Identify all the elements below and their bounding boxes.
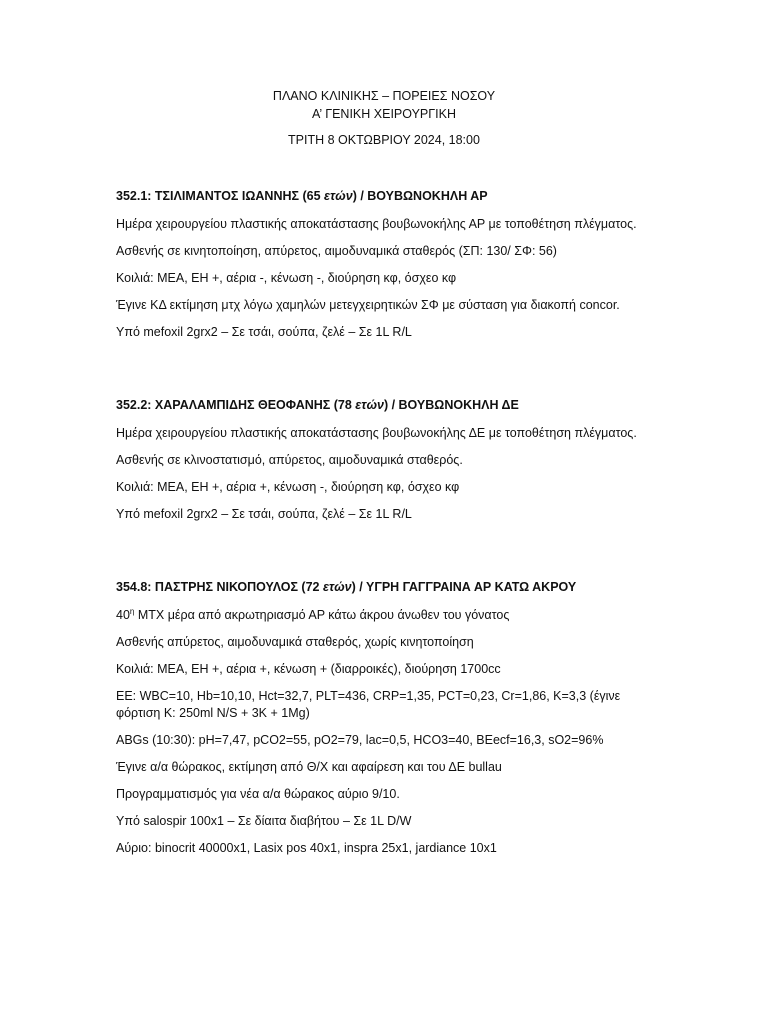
document-title: ΠΛΑΝΟ ΚΛΙΝΙΚΗΣ – ΠΟΡΕΙΕΣ ΝΟΣΟΥ [272, 89, 496, 103]
note-line: Προγραμματισμός για νέα α/α θώρακος αύριο 9/10. [116, 787, 400, 801]
note-line: Έγινε ΚΔ εκτίμηση μτχ λόγω χαμηλών μετεγχειρητικών ΣΦ με σύσταση για διακοπή concor. [116, 298, 620, 312]
patient-heading [116, 189, 656, 204]
note-line: Ασθενής σε κλινοστατισμό, απύρετος, αιμοδυναμικά σταθερός. [116, 453, 463, 467]
note-line: ABGs (10:30): pH=7,47, pCO2=55, pO2=79, lac=0,5, HCO3=40, BEecf=16,3, sO2=96% [116, 733, 604, 747]
patient-heading [116, 398, 656, 413]
patient-heading-diagnosis: ) / ΥΓΡΗ ΓΑΓΓΡΑΙΝΑ ΑΡ ΚΑΤΩ ΑΚΡΟΥ [351, 580, 577, 594]
patient-section-2 [116, 398, 656, 533]
patient-heading-name: 354.8: ΠΑΣΤΡΗΣ ΝΙΚΟΠΟΥΛΟΣ (72 [116, 580, 323, 594]
note-line: Κοιλιά: ΜΕΑ, ΕΗ +, αέρια -, κένωση -, διούρηση κφ, όσχεο κφ [116, 271, 457, 285]
date-time: ΤΡΙΤΗ 8 ΟΚΤΩΒΡΙΟΥ 2024, 18:00 [288, 133, 480, 147]
note-line: Κοιλιά: ΜΕΑ, ΕΗ +, αέρια +, κένωση -, διούρηση κφ, όσχεο κφ [116, 480, 460, 494]
note-line: Ημέρα χειρουργείου πλαστικής αποκατάστασης βουβωνοκήλης ΑΡ με τοποθέτηση πλέγματος. [116, 217, 637, 231]
department-title: Α’ ΓΕΝΙΚΗ ΧΕΙΡΟΥΡΓΙΚΗ [312, 107, 456, 121]
note-line: Έγινε α/α θώρακος, εκτίμηση από Θ/Χ και αφαίρεση και του ΔΕ bullau [116, 760, 502, 774]
postop-day-number: 40 [116, 608, 130, 622]
note-line: Αύριο: binocrit 40000x1, Lasix pos 40x1, inspra 25x1, jardiance 10x1 [116, 841, 497, 855]
note-line: Υπό mefoxil 2grx2 – Σε τσάι, σούπα, ζελέ – Σε 1L R/L [116, 325, 412, 339]
patient-heading-age-unit: ετών [324, 189, 353, 203]
note-line: Ασθενής απύρετος, αιμοδυναμικά σταθερός, χωρίς κινητοποίηση [116, 635, 474, 649]
note-line [116, 607, 656, 624]
patient-heading-diagnosis: ) / ΒΟΥΒΩΝΟΚΗΛΗ ΑΡ [352, 189, 488, 203]
note-line: Κοιλιά: ΜΕΑ, ΕΗ +, αέρια +, κένωση + (διαρροικές), διούρηση 1700cc [116, 662, 501, 676]
patient-heading-name: 352.2: ΧΑΡΑΛΑΜΠΙΔΗΣ ΘΕΟΦΑΝΗΣ (78 [116, 398, 356, 412]
patient-heading-age-unit: ετών [322, 580, 352, 594]
postop-day-text: ΜΤΧ μέρα από ακρωτηριασμό ΑΡ κάτω άκρου άνωθεν του γόνατος [134, 608, 510, 622]
patient-section-1 [116, 189, 656, 351]
note-line: Ασθενής σε κινητοποίηση, απύρετος, αιμοδυναμικά σταθερός (ΣΠ: 130/ ΣΦ: 56) [116, 244, 557, 258]
note-line: Ημέρα χειρουργείου πλαστικής αποκατάστασης βουβωνοκήλης ΔΕ με τοποθέτηση πλέγματος. [116, 426, 637, 440]
patient-section-3 [116, 580, 656, 867]
patient-heading-diagnosis: ) / ΒΟΥΒΩΝΟΚΗΛΗ ΔΕ [383, 398, 519, 412]
note-line: ΕΕ: WBC=10, Hb=10,10, Hct=32,7, PLT=436, CRP=1,35, PCT=0,23, Cr=1,86, K=3,3 (έγινε φόρτιση Κ: 250ml N/S + 3K + 1Mg) [116, 689, 621, 720]
note-line: Υπό mefoxil 2grx2 – Σε τσάι, σούπα, ζελέ – Σε 1L R/L [116, 507, 412, 521]
patient-heading-name: 352.1: ΤΣΙΛΙΜΑΝΤΟΣ ΙΩΑΝΝΗΣ (65 [116, 189, 325, 203]
patient-heading-age-unit: ετών [355, 398, 384, 412]
ordinal-suffix: η [129, 606, 135, 616]
note-line: Υπό salospir 100x1 – Σε δίαιτα διαβήτου – Σε 1L D/W [116, 814, 412, 828]
patient-heading [116, 580, 656, 595]
